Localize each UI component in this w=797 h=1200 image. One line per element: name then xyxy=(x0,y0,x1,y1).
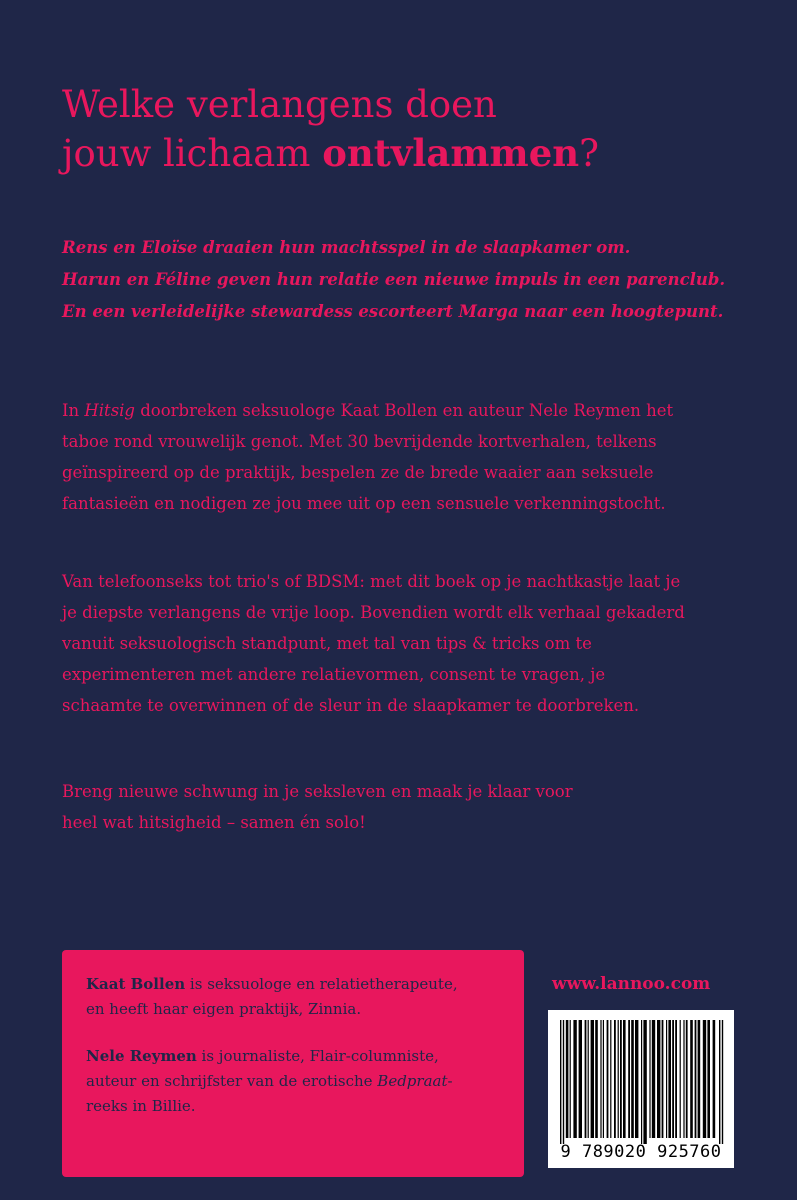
barcode-bar xyxy=(643,1020,646,1144)
headline-line-2-start: jouw lichaam xyxy=(62,132,323,175)
barcode-bar xyxy=(614,1020,616,1138)
author-bio-text: is seksuologe en relatietherapeute, xyxy=(185,975,458,993)
barcode-bar xyxy=(607,1020,609,1138)
barcode-bar xyxy=(631,1020,634,1138)
barcode-bar xyxy=(570,1020,571,1138)
author-bio-line xyxy=(86,1044,500,1069)
barcode-bar xyxy=(666,1020,667,1138)
headline-line-2-end: ? xyxy=(579,132,599,175)
barcode-bar xyxy=(657,1020,660,1138)
headline xyxy=(62,80,742,178)
barcode-bar xyxy=(698,1020,701,1138)
barcode-bar xyxy=(623,1020,626,1138)
barcode-bar xyxy=(579,1020,582,1138)
barcode-bar xyxy=(563,1020,564,1144)
author-bio-box xyxy=(62,950,524,1177)
barcode-bar xyxy=(668,1020,671,1138)
teaser xyxy=(62,232,762,328)
barcode-bar xyxy=(722,1020,723,1144)
author-bio-text: is journaliste, Flair-columniste, xyxy=(196,1047,439,1065)
paragraph-intro xyxy=(62,395,752,519)
author-name: Kaat Bollen xyxy=(86,975,186,993)
barcode-bar xyxy=(600,1020,601,1138)
barcode-bar xyxy=(628,1020,630,1138)
teaser-line: Rens en Eloïse draaien hun machtsspel in de slaapkamer om. xyxy=(62,238,631,257)
author-bio-line: en heeft haar eigen praktijk, Zinnia. xyxy=(86,1000,362,1018)
paragraph-line: taboe rond vrouwelijk genot. Met 30 bevrijdende kortverhalen, telkens xyxy=(62,432,657,451)
headline-emphasis: ontvlammen xyxy=(322,131,580,175)
teaser-line: En een verleidelijke stewardess escorteert Marga naar een hoogtepunt. xyxy=(62,302,724,321)
barcode-bar xyxy=(649,1020,650,1138)
paragraph-line: je diepste verlangens de vrije loop. Bovendien wordt elk verhaal gekaderd xyxy=(62,603,685,622)
paragraph-line: vanuit seksuologisch standpunt, met tal van tips & tricks om te xyxy=(62,634,592,653)
paragraph-line xyxy=(62,395,752,426)
headline-line-1: Welke verlangens doen xyxy=(62,83,497,126)
teaser-line: Harun en Féline geven hun relatie een nieuwe impuls in een parenclub. xyxy=(62,270,726,289)
barcode-bar xyxy=(560,1020,561,1144)
paragraph-line: Van telefoonseks tot trio's of BDSM: met dit boek op je nachtkastje laat je xyxy=(62,572,681,591)
paragraph-text: doorbreken seksuologe Kaat Bollen en auteur Nele Reymen het xyxy=(135,401,674,420)
barcode-bar xyxy=(603,1020,604,1138)
barcode-bar xyxy=(662,1020,664,1138)
author-bio-text: - xyxy=(447,1072,453,1090)
isbn-number: 9 789020 925760 xyxy=(560,1142,722,1162)
paragraph-line: schaamte te overwinnen of de sleur in de slaapkamer te doorbreken. xyxy=(62,696,640,715)
author-bio-text: auteur en schrijfster van de erotische xyxy=(86,1072,378,1090)
barcode-bar xyxy=(610,1020,611,1138)
barcode-bar xyxy=(683,1020,684,1138)
barcode-bar xyxy=(652,1020,655,1138)
barcode-bar xyxy=(690,1020,693,1138)
barcode-bar xyxy=(566,1020,569,1138)
paragraph-text: In xyxy=(62,401,85,420)
isbn-barcode xyxy=(548,1010,734,1168)
barcode-bar xyxy=(713,1020,716,1138)
barcode-bar xyxy=(686,1020,688,1138)
book-title: Hitsig xyxy=(84,401,135,420)
barcode-bar xyxy=(707,1020,710,1138)
barcode-bar xyxy=(680,1020,681,1138)
paragraph-line: geïnspireerd op de praktijk, bespelen ze de brede waaier aan seksuele xyxy=(62,463,654,482)
author-bio-line: reeks in Billie. xyxy=(86,1097,196,1115)
barcode-bar xyxy=(595,1020,598,1138)
author-bio-line xyxy=(86,972,500,997)
barcode-bar xyxy=(620,1020,622,1138)
paragraph-details xyxy=(62,566,752,721)
paragraph-line: heel wat hitsigheid – samen én solo! xyxy=(62,813,366,832)
series-title: Bedpraat xyxy=(377,1072,448,1090)
barcode-bar xyxy=(703,1020,706,1138)
barcode-bar xyxy=(585,1020,587,1138)
author-bio-line xyxy=(86,1069,500,1094)
paragraph-line: experimenteren met andere relatievormen, consent te vragen, je xyxy=(62,665,606,684)
author-name: Nele Reymen xyxy=(86,1047,197,1065)
barcode-bar xyxy=(591,1020,594,1138)
barcode-bar xyxy=(618,1020,619,1138)
barcode-bar xyxy=(573,1020,576,1138)
barcode-bar xyxy=(719,1020,720,1144)
publisher-website-link[interactable]: www.lannoo.com xyxy=(552,974,711,994)
paragraph-line: Breng nieuwe schwung in je seksleven en maak je klaar voor xyxy=(62,782,573,801)
headline-line-2 xyxy=(62,129,742,178)
barcode-bar xyxy=(641,1020,642,1144)
barcode-bar xyxy=(672,1020,674,1138)
barcode-bar xyxy=(588,1020,589,1138)
barcode-bar xyxy=(675,1020,677,1138)
paragraph-line: fantasieën en nodigen ze jou mee uit op een sensuele verkenningstocht. xyxy=(62,494,666,513)
barcode-bar xyxy=(695,1020,697,1138)
paragraph-closing xyxy=(62,776,752,838)
barcode-bar xyxy=(635,1020,638,1138)
